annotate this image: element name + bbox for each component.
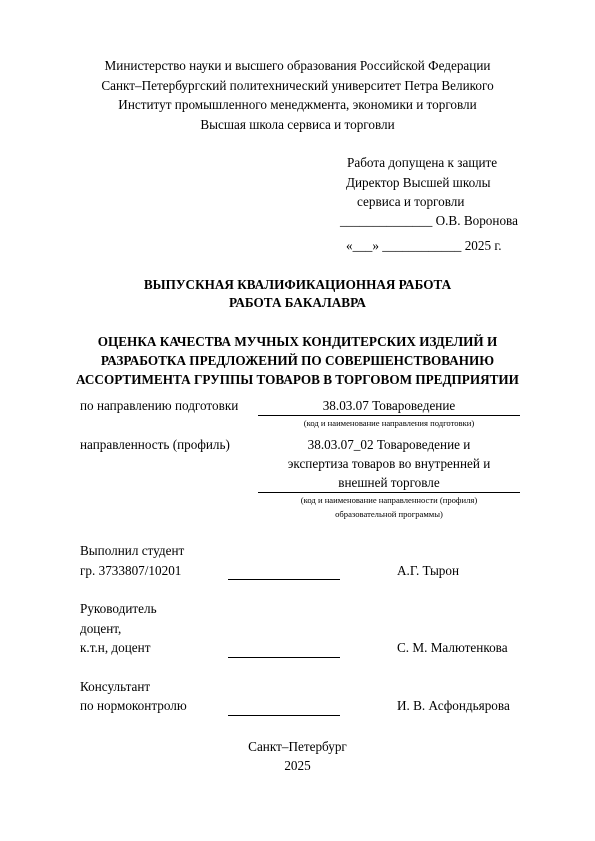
direction-label: по направлению подготовки <box>80 398 239 413</box>
approval-line-2: Директор Высшей школы <box>346 175 491 190</box>
profile-value-line-1: 38.03.07_02 Товароведение и <box>307 437 471 452</box>
direction-caption: (код и наименование направления подготовки) <box>303 418 475 428</box>
profile-label: направленность (профиль) <box>80 437 230 452</box>
approval-line-3: сервиса и торговли <box>357 194 465 209</box>
topic-line-2: РАЗРАБОТКА ПРЕДЛОЖЕНИЙ ПО СОВЕРШЕНСТВОВАНИЮ <box>100 353 495 368</box>
consultant-label: Консультант <box>80 679 151 694</box>
footer-year: 2025 <box>284 758 311 773</box>
work-type-title: ВЫПУСКНАЯ КВАЛИФИКАЦИОННАЯ РАБОТА <box>143 277 452 292</box>
school-name: Высшая школа сервиса и торговли <box>200 117 395 132</box>
institute-name: Институт промышленного менеджмента, экономики и торговли <box>118 97 477 112</box>
approval-line-1: Работа допущена к защите <box>347 155 498 170</box>
consultant-name: И. В. Асфондьярова <box>397 698 510 713</box>
footer-city: Санкт–Петербург <box>248 739 347 754</box>
profile-value-line-3: внешней торговле <box>338 475 440 490</box>
supervisor-name: С. М. Малютенкова <box>397 640 508 655</box>
student-label: Выполнил студент <box>80 543 185 558</box>
supervisor-label: Руководитель <box>80 601 157 616</box>
direction-value: 38.03.07 Товароведение <box>322 398 456 413</box>
supervisor-position: доцент, <box>80 621 122 636</box>
consultant-signature-line <box>228 715 340 716</box>
topic-line-3: АССОРТИМЕНТА ГРУППЫ ТОВАРОВ В ТОРГОВОМ ПРЕДПРИЯТИИ <box>76 372 519 387</box>
profile-underline <box>258 492 520 493</box>
approval-date: «___» ____________ 2025 г. <box>346 238 502 253</box>
approval-signature: ______________ О.В. Воронова <box>340 213 518 228</box>
consultant-role: по нормоконтролю <box>80 698 187 713</box>
student-name: А.Г. Тырон <box>397 563 460 578</box>
profile-caption-line-1: (код и наименование направленности (профиля) <box>300 495 478 505</box>
supervisor-degree: к.т.н, доцент <box>80 640 151 655</box>
direction-underline <box>258 415 520 416</box>
topic-line-1: ОЦЕНКА КАЧЕСТВА МУЧНЫХ КОНДИТЕРСКИХ ИЗДЕЛИЙ И <box>97 334 498 349</box>
profile-caption-line-2: образовательной программы) <box>335 509 443 519</box>
work-type-subtitle: РАБОТА БАКАЛАВРА <box>229 295 366 310</box>
profile-value-line-2: экспертиза товаров во внутренней и <box>287 456 491 471</box>
ministry-name: Министерство науки и высшего образования Российской Федерации <box>104 58 491 73</box>
supervisor-signature-line <box>228 657 340 658</box>
student-signature-line <box>228 579 340 580</box>
university-name: Санкт–Петербургский политехнический университет Петра Великого <box>101 78 494 93</box>
student-group: гр. 3733807/10201 <box>80 563 182 578</box>
